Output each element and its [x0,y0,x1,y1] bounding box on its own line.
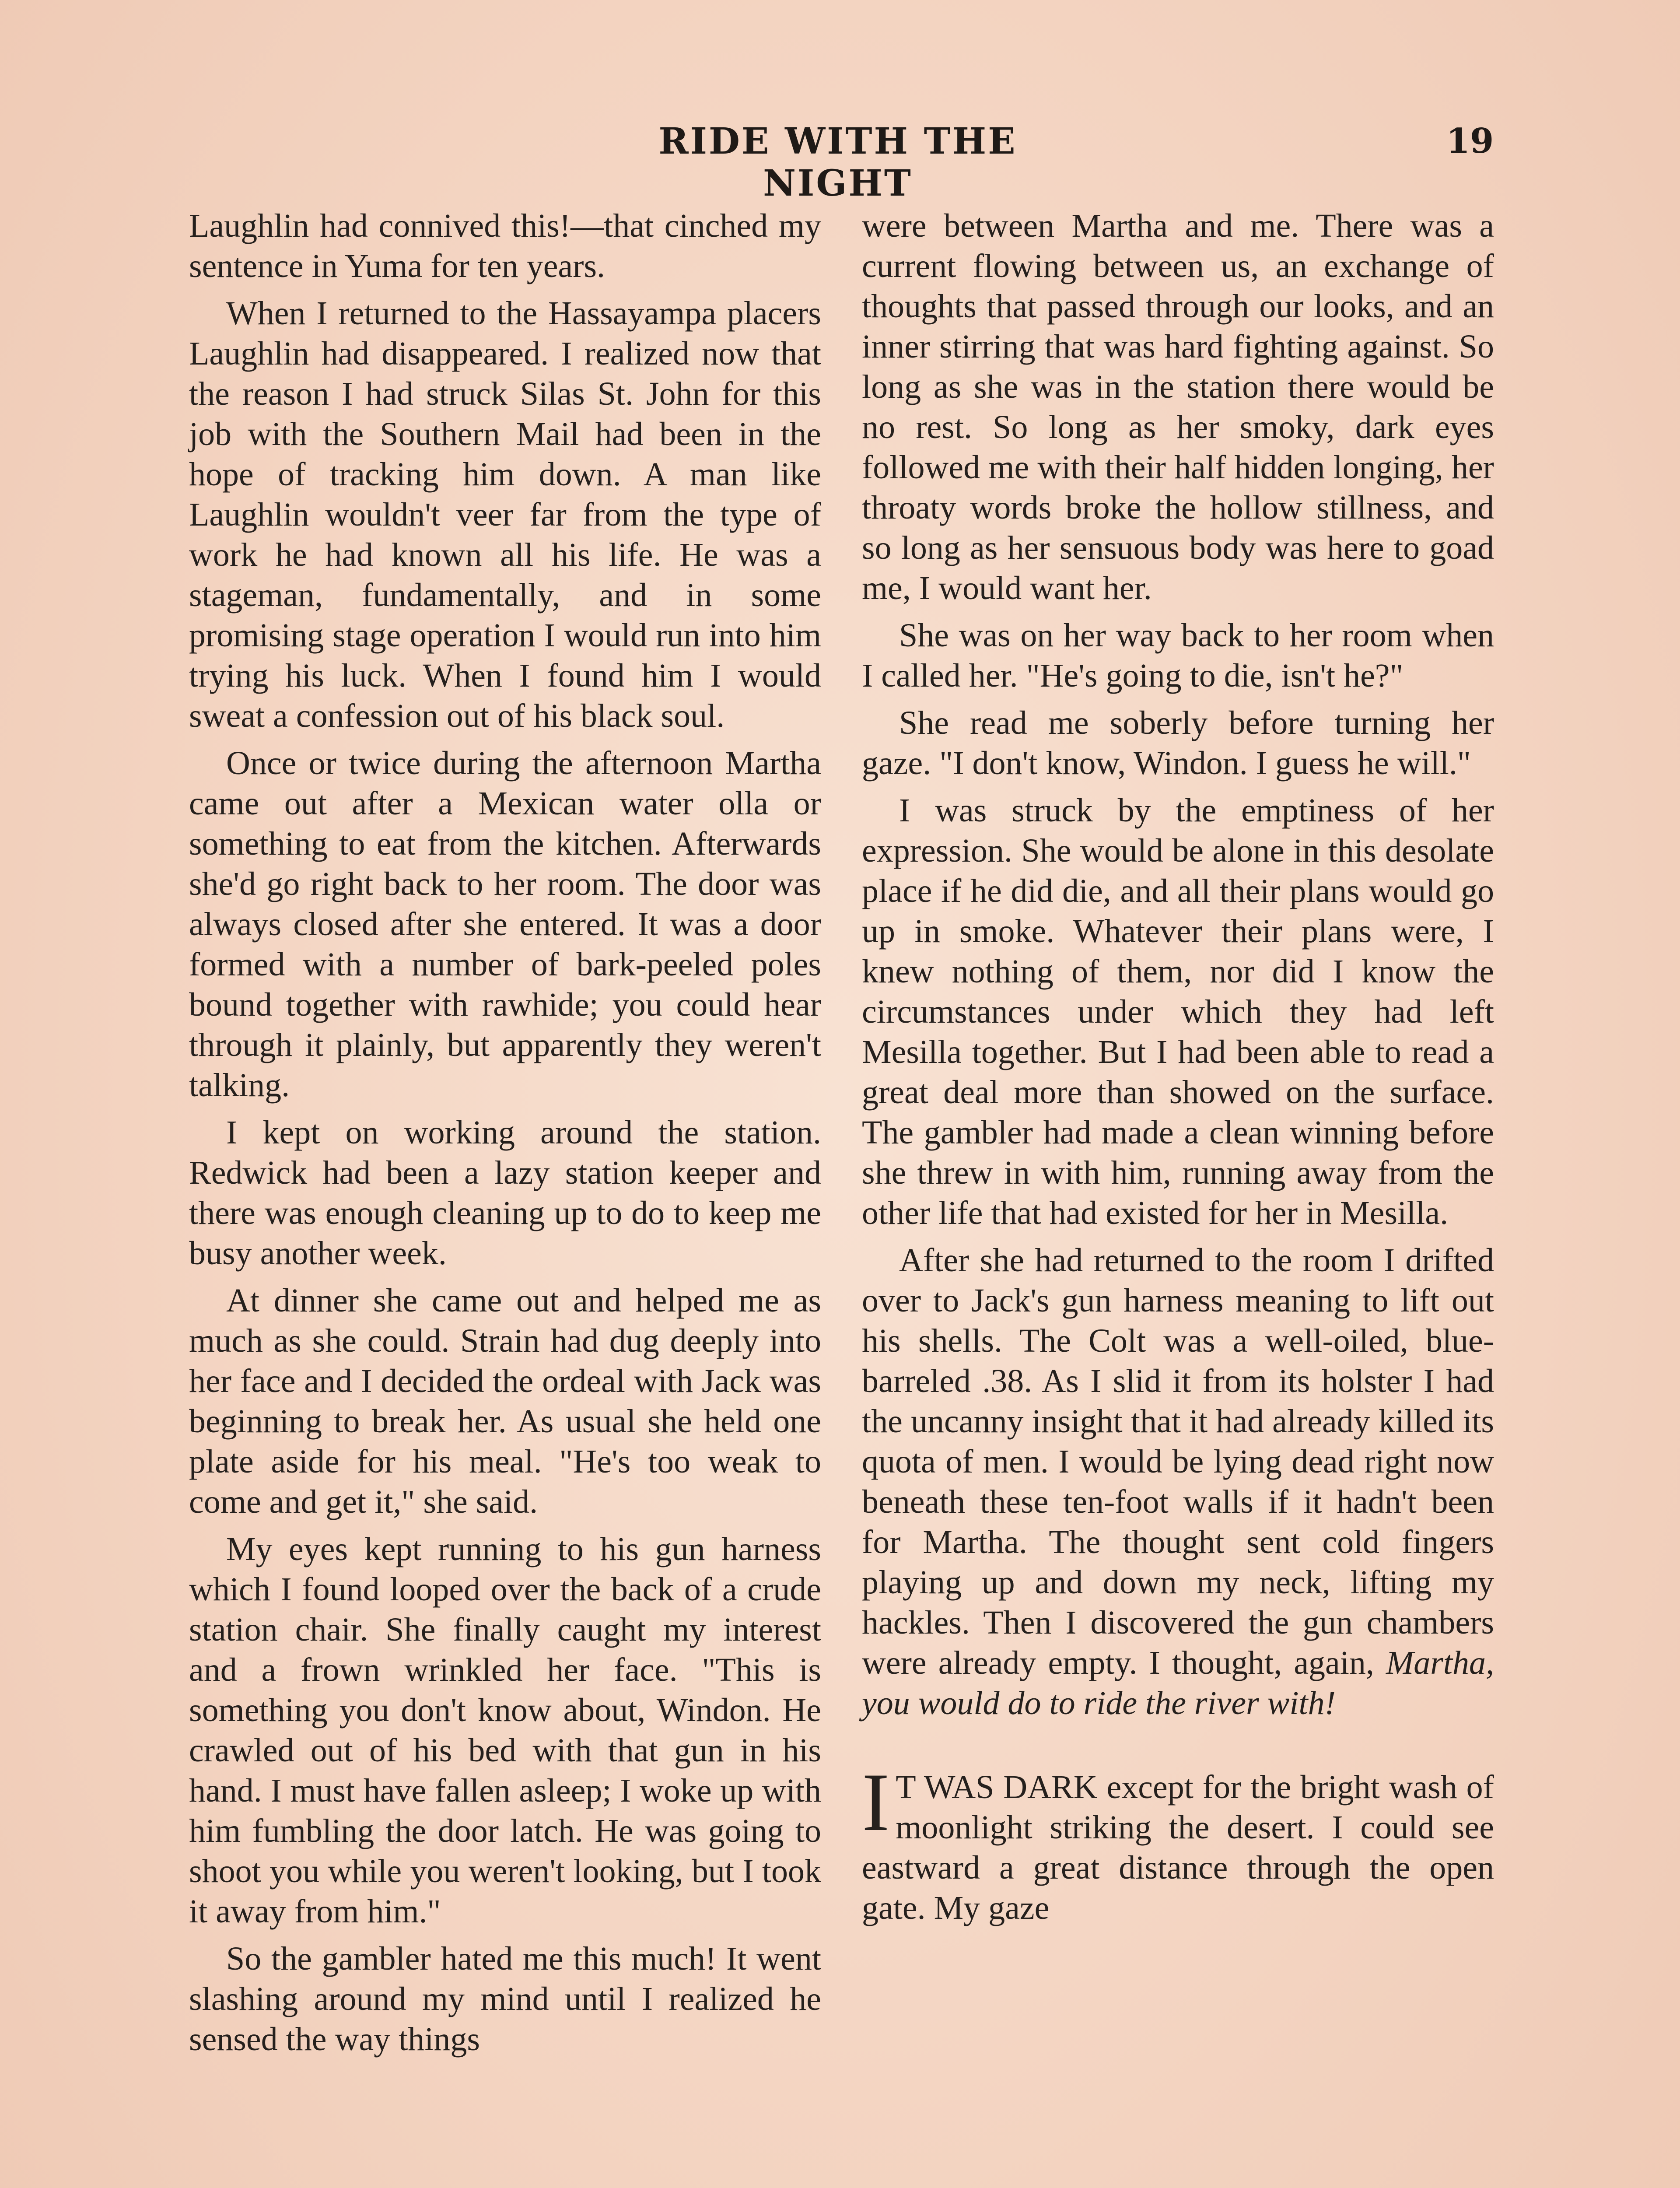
paragraph: were between Martha and me. There was a current flowing between us, an exchange of thoughts that passed through our looks, and an inner stirring that was hard fighting against. So long as she was in the station there would be no rest. So long as her smoky, dark eyes followed me with their half hidden longing, her throaty words broke the hollow stillness, and so long as her sensuous body was here to goad me, I would want her. [862,207,1494,607]
paragraph-text: After she had returned to the room I drifted over to Jack's gun harness meaning to lift out his shells. The Colt was a well-oiled, blue-barreled .38. As I slid it from its holster I had the uncanny insight that it had already killed its quota of men. I would be lying dead right now beneath these ten-foot walls if it hadn't been for Martha. The thought sent cold fingers playing up and down my neck, lifting my hackles. Then I discovered the gun chambers were already empty. I thought, again, [862,1242,1494,1681]
paragraph: She was on her way back to her room when I called her. "He's going to die, isn't he?" [862,617,1494,694]
paragraph: My eyes kept running to his gun harness which I found looped over the back of a crude station chair. She finally caught my interest and a frown wrinkled her face. "This is something you don't know about, Windon. He crawled out of his bed with that gun in his hand. I must have fallen asleep; I woke up with him fumbling the door latch. He was going to shoot you while you weren't looking, but I took it away from him." [189,1531,821,1930]
paragraph: I kept on working around the station. Redwick had been a lazy station keeper and there was enough cleaning up to do to keep me busy another week. [189,1114,821,1272]
section-opening-paragraph [862,1757,1494,1928]
paragraph [862,1240,1494,1723]
page-number: 19 [1446,121,1494,161]
paragraph: I was struck by the emptiness of her expression. She would be alone in this desolate place if he did die, and all their plans would go up in smoke. Whatever their plans were, I knew nothing of them, nor did I know the circumstances under which they had left Mesilla together. But I had been able to read a great deal more than showed on the surface. The gambler had made a clean winning before she threw in with him, running away from the other life that had existed for her in Mesilla. [862,792,1494,1231]
section-text: T WAS DARK except for the bright wash of moonlight striking the desert. I could see eastward a great distance through the open gate. My gaze [862,1769,1494,1926]
paragraph: When I returned to the Hassayampa placers Laughlin had disappeared. I realized now that the reason I had struck Silas St. John for this job with the Southern Mail had been in the hope of tracking him down. A man like Laughlin wouldn't veer far from the type of work he had known all his life. He was a stageman, fundamentally, and in some promising stage operation I would run into him trying his luck. When I found him I would sweat a confession out of his black soul. [189,295,821,734]
paragraph: Once or twice during the afternoon Martha came out after a Mexican water olla or something to eat from the kitchen. Afterwards she'd go right back to her room. The door was always closed after she entered. It was a door formed with a number of bark-peeled poles bound together with rawhide; you could hear through it plainly, but apparently they weren't talking. [189,745,821,1104]
right-text-column [862,206,1494,1935]
paragraph: She read me soberly before turning her gaze. "I don't know, Windon. I guess he will." [862,705,1494,782]
drop-cap: I [862,1757,890,1848]
left-text-column [189,206,821,2066]
page-header [0,120,1680,204]
italic-thought: Martha, you would do to ride the river with! [862,1645,1494,1722]
paragraph: At dinner she came out and helped me as much as she could. Strain had dug deeply into her face and I decided the ordeal with Jack was beginning to break her. As usual she held one plate aside for his meal. "He's too weak to come and get it," she said. [189,1282,821,1520]
running-title: RIDE WITH THE NIGHT [658,120,1017,204]
paragraph: So the gambler hated me this much! It went slashing around my mind until I realized he sensed the way things [189,1940,821,2058]
paragraph: Laughlin had connived this!—that cinched my sentence in Yuma for ten years. [189,207,821,284]
